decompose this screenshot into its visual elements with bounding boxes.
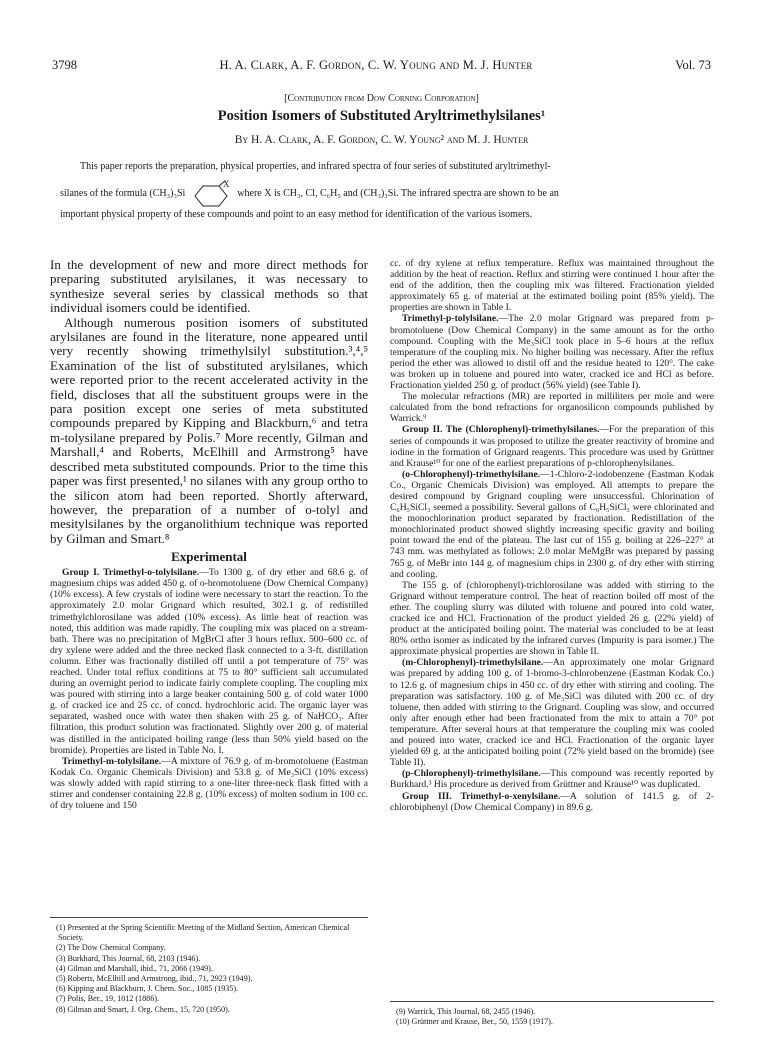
footnote: (4) Gilman and Marshall, ibid., 71, 2066 (1949). [56,963,213,973]
footnote: (9) Warrick, This Journal, 68, 2455 (1946). [396,1007,536,1016]
abstract-line-1: This paper reports the preparation, physical properties, and infrared spectra of four series of substituted aryltrimethyl- [80,161,551,172]
group-1-ortho-paragraph [50,567,368,756]
article-title: Position Isomers of Substituted Aryltrimethylsilanes¹ [217,108,546,124]
footnote: (8) Gilman and Smart, J. Org. Chem., 15, 720 (1950). [56,1004,230,1014]
byline: By H. A. Clark, A. F. Gordon, C. W. Young² and M. J. Hunter [234,134,529,146]
footnote: (1) Presented at the Spring Scientific Meeting of the Midland Section, American Chemical Society. [56,923,350,943]
group-2-text: —For the preparation of this series of compounds it was proposed to utilize the greater reactivity of bromine and iodine in the formation of Grignard reagents. This procedure was used by Grüttner and Krause¹⁰ for one of the earliest preparations of p-chlorophenylsilanes. [390,424,714,469]
group-2-paragraph [390,424,714,468]
footnote: (2) The Dow Chemical Company. [56,943,166,953]
group-2-heading: Group II. The (Chlorophenyl)-trimethylsilanes. [402,424,600,436]
meta-tolyl-paragraph [50,756,368,811]
para-tolyl-text: —The 2.0 molar Grignard was prepared from p-bromotoluene (Dow Chemical Company) in the same amount as for the ortho compound. Coupling with the Me₃SiCl took place in 5–6 hours at the reflux temperature of the coupling mix. No higher boiling was necessary. After the reflux period the ether was allowed to distil off and the residue heated to 120°. The cake was broken up in toluene and poured into water, cracked ice and HCl as before. Fractionation yielded 250 g. of product (56% yield) (see Table I). [390,313,714,392]
page-number: 3798 [52,58,77,72]
experimental-heading: Experimental [171,549,247,565]
group-3-paragraph [390,791,714,813]
footnote: (6) Kipping and Blackburn, J. Chem. Soc., 1085 (1935). [56,984,239,994]
para-chloro-text: —This compound was recently reported by Burkhard.³ His procedure as derived from Grüttner and Krause¹⁰ was duplicated. [390,768,714,791]
footnotes-right [390,1001,714,1027]
abstract-line-2 [60,180,708,208]
footnote: (5) Roberts, McElhill and Armstrong, ibid., 71, 2923 (1949). [56,974,253,984]
volume-label: Vol. 73 [675,58,711,72]
contribution-line: [Contribution from Dow Corning Corporation] [284,93,479,104]
chlorophenyl-trichlorosilane-paragraph: The 155 g. of (chlorophenyl)-trichlorosilane was added with stirring to the Grignard without temperature control. The heat of reaction boiled off most of the ether. The coupling slurry was diluted with toluene and poured into cold water, cracked ice and HCl. Fractionation of the product yielded 26 g. (22% yield) of product at the anticipated boiling point. The material was concluded to be at least 80% ortho isomer as indicated by the infrared curves (Impurity is para isomer.) The approximate physical properties are shown in Table II. [390,579,714,658]
running-head-authors: H. A. Clark, A. F. Gordon, C. W. Young and M. J. Hunter [219,58,533,72]
group-1-heading: Group I. Trimethyl-o-tolylsilane. [62,567,200,579]
ortho-chloro-text: —1-Chloro-2-iodobenzene (Eastman Kodak Co., Organic Chemicals Division) was employed. All attempts to prepare the desired compound by Grignard coupling were unsuccessful. Chlorination of C₆H₅SiCl₃ seemed a possibility. Several gallons of C₆H₅SiCl₃ were chlorinated and the monochlorination product separated by fractionation. Redistillation of the monochlorinated product showed slightly increasing specific gravity and boiling point toward the end of the plateau. The last cut of 155 g. boiling at 226–227° at 743 mm. was methylated as follows: 2.0 molar MeMgBr was prepared by passing 765 g. of MeBr into 144 g. of magnesium chips in 2300 g. of dry ether with stirring and cooling. [390,468,714,580]
para-chloro-paragraph [390,768,714,790]
meta-tolyl-heading: Trimethyl-m-tolylsilane. [62,755,162,767]
molecular-refraction-paragraph: The molecular refractions (MR) are reported in milliliters per mole and were calculated from the bond refractions for organosilicon compounds published by Warrick.⁹ [390,391,714,425]
left-column [50,258,368,811]
group-3-heading: Group III. Trimethyl-o-xenylsilane. [402,790,561,802]
group-1-text: —To 1300 g. of dry ether and 68.6 g. of magnesium chips was added 450 g. of o-bromotoluene (Dow Chemical Company) (10% excess). A few crystals of iodine were necessary to start the reaction. To the approximately 2.0 molar Grignard which resulted, 302.1 g. of redistilled trimethylchlorosilane was added (10% excess). As little heat of reaction was noted, this addition was made rapidly. The coupling mix was placed on a stream-bath. There was no precipitation of MgBrCl after 3 hours reflux. 500–600 cc. of dry xylene were added and the three necked flask connected to a 3-ft. distillation column. Ether was fractionally distilled off until a pot temperature of 75° was reached. Under total reflux conditions at 75 to 80° sufficient salt accumulated during an overnight period to indicate fairly complete coupling. The coupling mix was poured with stirring into a large beaker containing 500 g. of cold water 1000 g. of cracked ice and 25 cc. of concd. hydrochloric acid. The organic layer was separated, washed once with water then shaken with 25 g. of NaHCO₃. After filtration, this product solution was fractionated. Slightly over 200 g. of material was distilled in the anticipated boiling range (less than 50% yield based on the bromide). Properties are listed in Table No. I. [50,567,368,756]
meta-chloro-text: —An approximately one molar Grignard was prepared by adding 100 g. of 1-bromo-3-chlorobenzene (Eastman Kodak Co.) to 12.6 g. of magnesium chips in 450 cc. of dry ether with stirring and cooling. The preparation was satisfactory. 100 g. of Me₃SiCl was diluted with 200 cc. of dry toluene, then added with stirring to the Grignard. Coupling was slow, and occurred only after enough ether had been fractionated from the mix to attain a 70° pot temperature. After several hours at that temperature the coupling mix was cooled and poured into water, cracked ice and HCl. Fractionation of the organic layer yielded 69 g. at the anticipated boiling point (72% yield based on the bromide) (see Table II). [390,657,714,769]
footnote: (7) Polis, Ber., 19, 1012 (1886). [56,994,159,1004]
abstract-formula: silanes of the formula (CH₃)₃Si [60,188,186,199]
intro-paragraph-1: In the development of new and more direct methods for preparing substituted arylsilanes, it was necessary to synthesize several series by classical methods so that individual isomers could be identified. [50,257,368,316]
right-column [390,258,714,813]
running-head [52,58,711,74]
footnote: (3) Burkhard, This Journal, 68, 2103 (1946). [56,953,201,963]
group-3-text: —A solution of 141.5 g. of 2-chlorobiphenyl (Dow Chemical Company) in 89.6 g. [390,790,715,813]
ortho-chloro-paragraph [390,469,714,580]
benzene-ring-diagram [189,180,233,208]
ortho-chloro-heading: (o-Chlorophenyl)-trimethylsilane. [402,468,541,480]
intro-paragraph-2: Although numerous position isomers of substituted arylsilanes are found in the literature, none appeared until very recently showing trimethylsilyl substitution.³,⁴,⁵ Examination of the list of substituted arylsilanes, which were reported prior to the recent accelerated activity in the field, discloses that all the substituent groups were in the para position except one series of meta substituted compounds prepared by Kipping and Blackburn,⁶ and tetra m-tolysilane prepared by Polis.⁷ More recently, Gilman and Marshall,⁴ and Roberts, McElhill and Armstrong⁵ have described meta substituted compounds. Prior to the time this paper was first presented,¹ no silanes with any group ortho to the silicon atom had been reported. Shortly afterward, however, the preparation of a number of o-tolyl and mesitylsilanes by the organolithium technique was reported by Gilman and Smart.⁸ [50,314,368,546]
para-tolyl-heading: Trimethyl-p-tolylsilane. [402,313,499,325]
meta-chloro-heading: (m-Chlorophenyl)-trimethylsilane. [402,657,544,669]
meta-tolyl-text: —A mixture of 76.9 g. of m-bromotoluene (Eastman Kodak Co. Organic Chemicals Division) and 53.8 g. of Me₃SiCl (10% excess) was slowly added with rapid stirring to a one-liter three-neck flask fitted with a stirrer and condenser containing 22.8 g. (10% excess) of molten sodium in 100 cc. of dry toluene and 150 [50,755,368,812]
para-chloro-heading: (p-Chlorophenyl)-trimethylsilane. [402,768,541,780]
meta-chloro-paragraph [390,657,714,768]
abstract [60,160,708,222]
para-tolyl-paragraph [390,313,714,391]
ring-substituent-label: X [223,180,230,189]
abstract-line-3: important physical property of these compounds and point to an easy method for identification of the various isomers. [60,209,533,220]
abstract-formula-tail: where X is CH₃, Cl, C₆H₅ and (CH₃)₃Si. The infrared spectra are shown to be an [237,188,559,199]
footnotes-left [50,917,368,1015]
right-paragraph-1: cc. of dry xylene at reflux temperature. Reflux was maintained throughout the addition by the heat of reaction. Reflux and stirring were continued 1 hour after the end of the addition, then the coupling mix was filtered. Fractionation yielded approximately 65 g. of material at the estimated boiling point (85% yield). The properties are shown in Table I. [390,258,714,314]
footnote: (10) Grüttner and Krause, Ber., 50, 1559 (1917). [396,1017,553,1027]
